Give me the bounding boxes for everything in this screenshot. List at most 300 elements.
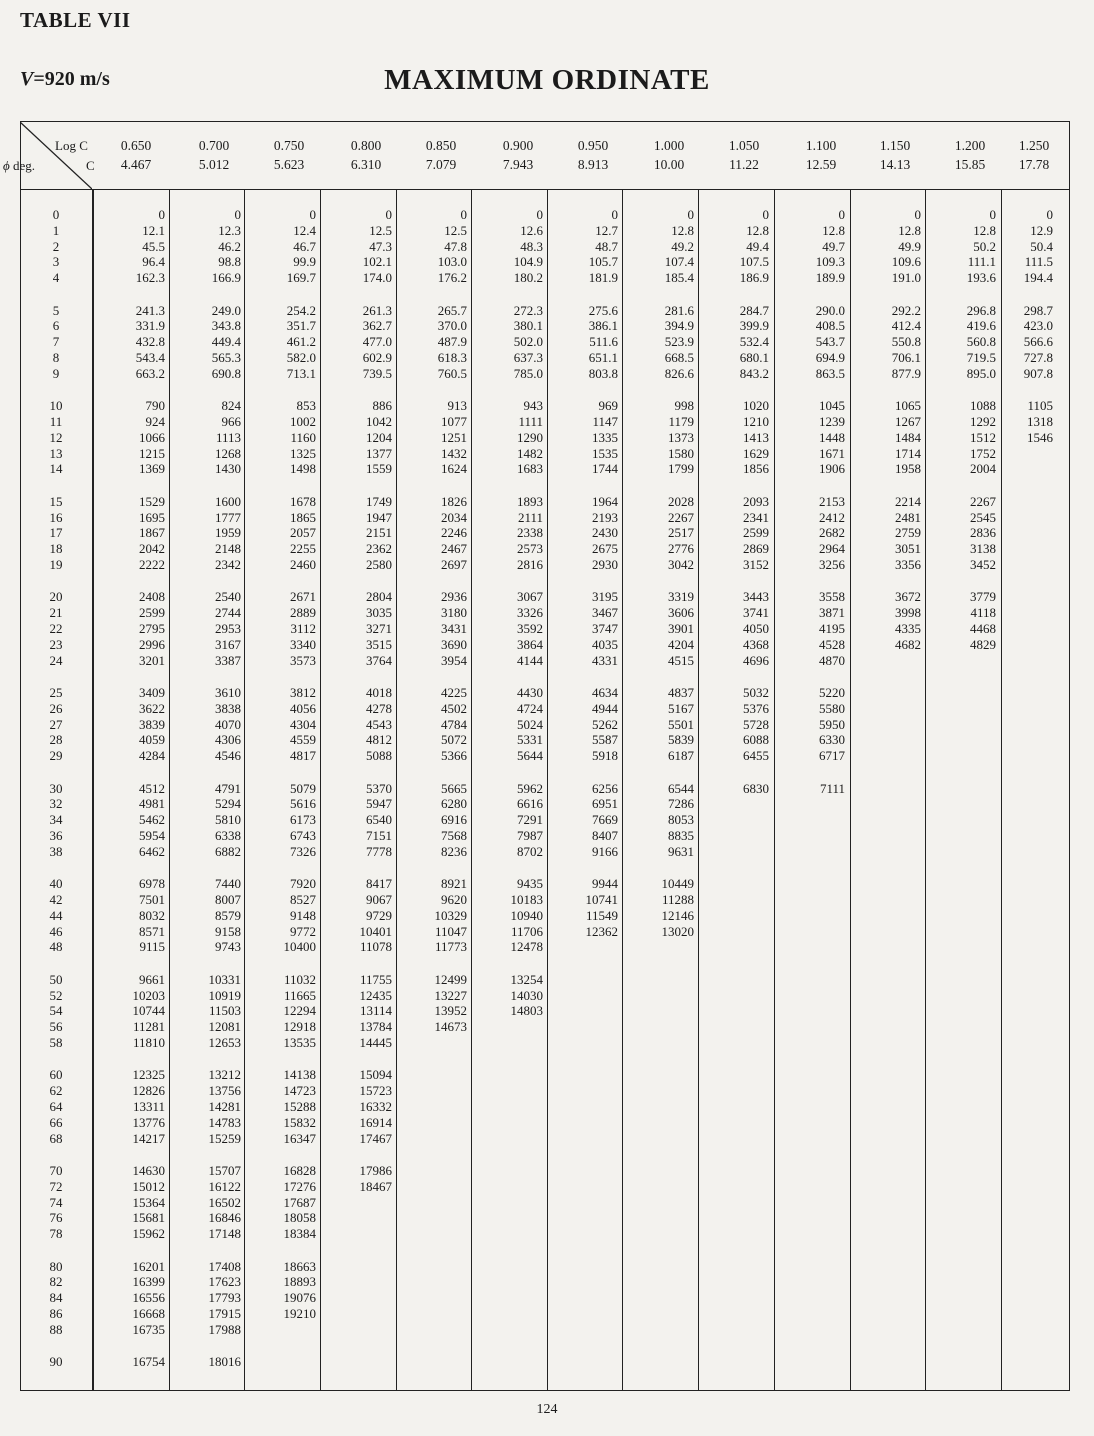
table-cell: 12.5 bbox=[369, 222, 392, 238]
table-cell: 3067 bbox=[517, 589, 543, 605]
ordinate-table bbox=[3, 121, 1070, 1391]
table-cell: 15094 bbox=[359, 1067, 392, 1083]
table-cell: 5331 bbox=[517, 732, 543, 748]
table-cell: 1695 bbox=[139, 509, 165, 525]
table-cell: 760.5 bbox=[437, 365, 467, 381]
table-cell: 560.8 bbox=[966, 334, 996, 350]
table-cell: 3467 bbox=[592, 605, 618, 621]
table-cell: 1498 bbox=[290, 461, 316, 477]
phi-column-label bbox=[3, 158, 35, 174]
table-cell: 104.9 bbox=[513, 254, 543, 270]
table-cell: 7669 bbox=[592, 812, 618, 828]
table-cell: 46.7 bbox=[293, 238, 316, 254]
table-cell: 3606 bbox=[668, 605, 694, 621]
phi-cell: 46 bbox=[49, 923, 63, 939]
table-cell: 3387 bbox=[215, 652, 241, 668]
table-cell: 1867 bbox=[139, 525, 165, 541]
table-cell: 15707 bbox=[208, 1163, 241, 1178]
table-cell: 15681 bbox=[132, 1210, 165, 1226]
table-cell: 17986 bbox=[359, 1163, 392, 1178]
phi-cell: 23 bbox=[49, 636, 63, 652]
table-cell: 3035 bbox=[366, 605, 392, 621]
table-cell: 281.6 bbox=[664, 302, 694, 318]
table-cell: 12.8 bbox=[973, 222, 996, 238]
table-cell: 96.4 bbox=[142, 254, 165, 270]
table-cell: 284.7 bbox=[739, 302, 769, 318]
table-cell: 6462 bbox=[139, 843, 165, 859]
table-cell: 12478 bbox=[510, 939, 543, 955]
table-cell: 5072 bbox=[441, 732, 467, 748]
table-cell: 10329 bbox=[434, 907, 467, 923]
table-cell: 550.8 bbox=[891, 334, 921, 350]
phi-cell: 52 bbox=[49, 987, 63, 1003]
table-cell: 668.5 bbox=[664, 350, 694, 365]
table-cell: 5728 bbox=[743, 716, 769, 732]
table-cell: 2540 bbox=[215, 589, 241, 605]
table-cell: 6830 bbox=[743, 780, 769, 796]
table-cell: 16668 bbox=[132, 1306, 165, 1321]
table-cell: 532.4 bbox=[739, 334, 769, 350]
table-cell: 2964 bbox=[819, 541, 845, 557]
table-cell: 924 bbox=[145, 414, 165, 429]
table-cell: 1105 bbox=[1027, 398, 1053, 414]
table-cell: 3690 bbox=[441, 636, 467, 652]
table-cell: 2795 bbox=[139, 621, 165, 636]
table-cell: 12294 bbox=[283, 1003, 316, 1019]
table-cell: 12.4 bbox=[293, 222, 316, 238]
table-cell: 3764 bbox=[366, 652, 392, 668]
table-cell: 7987 bbox=[517, 828, 543, 843]
table-cell: 105.7 bbox=[588, 254, 618, 270]
header-c-value: 5.012 bbox=[198, 157, 230, 172]
table-cell: 13776 bbox=[132, 1114, 165, 1130]
header-logc-value: 0.700 bbox=[198, 138, 230, 153]
header-rule bbox=[21, 189, 1069, 190]
table-cell: 6743 bbox=[290, 828, 316, 843]
table-cell: 2481 bbox=[895, 509, 921, 525]
phi-cell: 9 bbox=[52, 365, 60, 381]
phi-cell: 26 bbox=[49, 700, 63, 716]
table-cell: 6256 bbox=[592, 780, 618, 796]
header-c-value: 17.78 bbox=[1018, 157, 1050, 172]
table-cell: 13254 bbox=[510, 971, 543, 987]
table-cell: 18663 bbox=[283, 1258, 316, 1274]
table-cell: 2517 bbox=[668, 525, 694, 541]
table-cell: 719.5 bbox=[966, 350, 996, 365]
table-cell: 6280 bbox=[441, 796, 467, 812]
table-cell: 2028 bbox=[668, 493, 694, 509]
table-cell: 186.9 bbox=[739, 270, 769, 286]
table-cell: 2193 bbox=[592, 509, 618, 525]
table-cell: 5262 bbox=[592, 716, 618, 732]
table-cell: 0 bbox=[914, 207, 921, 222]
table-cell: 1204 bbox=[366, 429, 392, 445]
table-cell: 13756 bbox=[208, 1083, 241, 1099]
table-cell: 2573 bbox=[517, 541, 543, 557]
table-cell: 1906 bbox=[819, 461, 845, 477]
table-cell: 3871 bbox=[819, 605, 845, 621]
table-cell: 3201 bbox=[139, 652, 165, 668]
phi-cell: 72 bbox=[49, 1178, 63, 1194]
table-cell: 0 bbox=[762, 207, 769, 222]
table-cell: 14217 bbox=[132, 1130, 165, 1146]
table-cell: 12.8 bbox=[671, 222, 694, 238]
table-cell: 2042 bbox=[139, 541, 165, 557]
table-cell: 3256 bbox=[819, 557, 845, 572]
table-cell: 16201 bbox=[132, 1258, 165, 1274]
table-cell: 6616 bbox=[517, 796, 543, 812]
table-cell: 5462 bbox=[139, 812, 165, 828]
table-cell: 487.9 bbox=[437, 334, 467, 350]
table-cell: 432.8 bbox=[135, 334, 165, 350]
phi-cell: 50 bbox=[49, 971, 63, 987]
table-cell: 4056 bbox=[290, 700, 316, 716]
table-cell: 16846 bbox=[208, 1210, 241, 1226]
table-cell: 10331 bbox=[208, 971, 241, 987]
table-cell: 12.9 bbox=[1030, 222, 1053, 238]
table-cell: 998 bbox=[674, 398, 694, 414]
table-cell: 16914 bbox=[359, 1114, 392, 1130]
table-cell: 2545 bbox=[970, 509, 996, 525]
table-cell: 2460 bbox=[290, 557, 316, 572]
table-cell: 5370 bbox=[366, 780, 392, 796]
table-cell: 8053 bbox=[668, 812, 694, 828]
table-cell: 15723 bbox=[359, 1083, 392, 1099]
table-cell: 1964 bbox=[592, 493, 618, 509]
table-cell: 1111 bbox=[518, 414, 543, 429]
table-cell: 3138 bbox=[970, 541, 996, 557]
table-cell: 10203 bbox=[132, 987, 165, 1003]
table-cell: 1373 bbox=[668, 429, 694, 445]
table-cell: 680.1 bbox=[739, 350, 769, 365]
table-cell: 706.1 bbox=[891, 350, 921, 365]
table-cell: 3356 bbox=[895, 557, 921, 572]
table-cell: 4278 bbox=[366, 700, 392, 716]
table-cell: 2697 bbox=[441, 557, 467, 572]
phi-cell: 48 bbox=[49, 939, 63, 955]
table-cell: 16556 bbox=[132, 1290, 165, 1306]
table-cell: 11706 bbox=[510, 923, 543, 939]
table-cell: 7920 bbox=[290, 876, 316, 892]
table-cell: 1002 bbox=[290, 414, 316, 429]
header-logc-value: 1.100 bbox=[805, 138, 837, 153]
table-cell: 15259 bbox=[208, 1130, 241, 1146]
phi-cell: 80 bbox=[49, 1258, 63, 1274]
table-cell: 3051 bbox=[895, 541, 921, 557]
table-cell: 0 bbox=[687, 207, 694, 222]
table-cell: 5079 bbox=[290, 780, 316, 796]
table-cell: 2930 bbox=[592, 557, 618, 572]
table-cell: 12.6 bbox=[520, 222, 543, 238]
table-cell: 4304 bbox=[290, 716, 316, 732]
table-cell: 543.4 bbox=[135, 350, 165, 365]
table-cell: 18467 bbox=[359, 1178, 392, 1194]
table-cell: 8236 bbox=[441, 843, 467, 859]
phi-cell: 66 bbox=[49, 1114, 63, 1130]
table-cell: 4050 bbox=[743, 621, 769, 636]
table-cell: 17915 bbox=[208, 1306, 241, 1321]
table-cell: 12826 bbox=[132, 1083, 165, 1099]
table-cell: 3180 bbox=[441, 605, 467, 621]
table-cell: 5501 bbox=[668, 716, 694, 732]
table-cell: 11078 bbox=[359, 939, 392, 955]
table-cell: 8579 bbox=[215, 907, 241, 923]
table-cell: 49.4 bbox=[746, 238, 769, 254]
table-cell: 4696 bbox=[743, 652, 769, 668]
phi-cell: 4 bbox=[52, 270, 60, 286]
table-cell: 16502 bbox=[208, 1194, 241, 1210]
corner-diagonal bbox=[20, 122, 92, 189]
table-cell: 2675 bbox=[592, 541, 618, 557]
table-cell: 14138 bbox=[283, 1067, 316, 1083]
table-cell: 5587 bbox=[592, 732, 618, 748]
table-cell: 1535 bbox=[592, 445, 618, 461]
table-cell: 4682 bbox=[895, 636, 921, 652]
column-rule bbox=[622, 189, 623, 1390]
table-cell: 2148 bbox=[215, 541, 241, 557]
table-cell: 12.8 bbox=[746, 222, 769, 238]
table-cell: 2412 bbox=[819, 509, 845, 525]
table-cell: 2816 bbox=[517, 557, 543, 572]
header-c-value: 15.85 bbox=[954, 157, 986, 172]
table-cell: 1624 bbox=[441, 461, 467, 477]
table-cell: 2430 bbox=[592, 525, 618, 541]
header-c-value: 4.467 bbox=[120, 157, 152, 172]
phi-cell: 22 bbox=[49, 621, 63, 636]
header-logc-value: 1.200 bbox=[954, 138, 986, 153]
phi-cell: 56 bbox=[49, 1019, 63, 1035]
table-cell: 14030 bbox=[510, 987, 543, 1003]
table-cell: 913 bbox=[447, 398, 467, 414]
table-cell: 254.2 bbox=[286, 302, 316, 318]
column-rule bbox=[320, 189, 321, 1390]
table-cell: 331.9 bbox=[135, 318, 165, 334]
table-cell: 8407 bbox=[592, 828, 618, 843]
table-cell: 47.8 bbox=[444, 238, 467, 254]
phi-cell: 34 bbox=[49, 812, 63, 828]
table-cell: 351.7 bbox=[286, 318, 316, 334]
table-cell: 48.7 bbox=[595, 238, 618, 254]
phi-cell: 44 bbox=[49, 907, 63, 923]
table-cell: 2408 bbox=[139, 589, 165, 605]
table-cell: 14281 bbox=[208, 1099, 241, 1114]
table-cell: 3271 bbox=[366, 621, 392, 636]
header-c-value: 11.22 bbox=[729, 157, 759, 172]
table-cell: 249.0 bbox=[211, 302, 241, 318]
table-cell: 0 bbox=[1046, 207, 1053, 222]
table-cell: 863.5 bbox=[815, 365, 845, 381]
table-cell: 17408 bbox=[208, 1258, 241, 1274]
table-cell: 380.1 bbox=[513, 318, 543, 334]
table-cell: 10741 bbox=[585, 892, 618, 907]
table-cell: 8571 bbox=[139, 923, 165, 939]
column-rule bbox=[169, 189, 170, 1390]
table-cell: 394.9 bbox=[664, 318, 694, 334]
table-cell: 7501 bbox=[139, 892, 165, 907]
table-cell: 1147 bbox=[592, 414, 618, 429]
table-cell: 1559 bbox=[366, 461, 392, 477]
phi-cell: 64 bbox=[49, 1099, 63, 1114]
table-cell: 602.9 bbox=[362, 350, 392, 365]
phi-cell: 3 bbox=[52, 254, 60, 270]
table-cell: 2222 bbox=[139, 557, 165, 572]
table-cell: 663.2 bbox=[135, 365, 165, 381]
table-cell: 1683 bbox=[517, 461, 543, 477]
table-cell: 1947 bbox=[366, 509, 392, 525]
table-cell: 6978 bbox=[139, 876, 165, 892]
table-cell: 4018 bbox=[366, 685, 392, 700]
table-cell: 109.6 bbox=[891, 254, 921, 270]
table-cell: 13114 bbox=[359, 1003, 392, 1019]
table-cell: 296.8 bbox=[966, 302, 996, 318]
header-logc-value: 0.800 bbox=[350, 138, 382, 153]
table-cell: 47.3 bbox=[369, 238, 392, 254]
table-cell: 16828 bbox=[283, 1163, 316, 1178]
table-cell: 713.1 bbox=[286, 365, 316, 381]
table-cell: 1865 bbox=[290, 509, 316, 525]
phi-cell: 21 bbox=[49, 605, 63, 621]
header-c-value: 7.943 bbox=[502, 157, 534, 172]
table-cell: 3195 bbox=[592, 589, 618, 605]
table-cell: 2153 bbox=[819, 493, 845, 509]
table-cell: 1600 bbox=[215, 493, 241, 509]
table-cell: 6882 bbox=[215, 843, 241, 859]
table-cell: 13020 bbox=[661, 923, 694, 939]
phi-cell: 58 bbox=[49, 1035, 63, 1050]
table-cell: 7440 bbox=[215, 876, 241, 892]
table-cell: 1369 bbox=[139, 461, 165, 477]
table-cell: 4331 bbox=[592, 652, 618, 668]
table-cell: 4512 bbox=[139, 780, 165, 796]
table-cell: 16332 bbox=[359, 1099, 392, 1114]
table-cell: 9115 bbox=[139, 939, 165, 955]
table-cell: 943 bbox=[523, 398, 543, 414]
table-cell: 4829 bbox=[970, 636, 996, 652]
table-cell: 7326 bbox=[290, 843, 316, 859]
table-cell: 50.2 bbox=[973, 238, 996, 254]
phi-cell: 76 bbox=[49, 1210, 63, 1226]
table-cell: 5376 bbox=[743, 700, 769, 716]
table-cell: 7151 bbox=[366, 828, 392, 843]
table-cell: 4812 bbox=[366, 732, 392, 748]
table-cell: 5024 bbox=[517, 716, 543, 732]
table-cell: 694.9 bbox=[815, 350, 845, 365]
table-cell: 6330 bbox=[819, 732, 845, 748]
table-cell: 5294 bbox=[215, 796, 241, 812]
table-cell: 189.9 bbox=[815, 270, 845, 286]
table-cell: 9067 bbox=[366, 892, 392, 907]
table-cell: 1744 bbox=[592, 461, 618, 477]
table-cell: 3558 bbox=[819, 589, 845, 605]
table-cell: 15364 bbox=[132, 1194, 165, 1210]
table-cell: 11047 bbox=[434, 923, 467, 939]
table-cell: 4144 bbox=[517, 652, 543, 668]
table-cell: 3592 bbox=[517, 621, 543, 636]
table-cell: 13212 bbox=[208, 1067, 241, 1083]
table-cell: 477.0 bbox=[362, 334, 392, 350]
table-cell: 2599 bbox=[743, 525, 769, 541]
phi-cell: 32 bbox=[49, 796, 63, 812]
table-cell: 98.8 bbox=[218, 254, 241, 270]
header-c-value: 10.00 bbox=[653, 157, 685, 172]
table-cell: 111.1 bbox=[967, 254, 996, 270]
table-cell: 370.0 bbox=[437, 318, 467, 334]
table-cell: 5220 bbox=[819, 685, 845, 700]
table-cell: 3672 bbox=[895, 589, 921, 605]
table-cell: 5167 bbox=[668, 700, 694, 716]
table-cell: 637.3 bbox=[513, 350, 543, 365]
phi-cell: 62 bbox=[49, 1083, 63, 1099]
table-cell: 1580 bbox=[668, 445, 694, 461]
table-cell: 5032 bbox=[743, 685, 769, 700]
table-cell: 824 bbox=[221, 398, 241, 414]
table-cell: 2267 bbox=[668, 509, 694, 525]
table-cell: 49.9 bbox=[898, 238, 921, 254]
table-cell: 1377 bbox=[366, 445, 392, 461]
table-cell: 1958 bbox=[895, 461, 921, 477]
table-cell: 1529 bbox=[139, 493, 165, 509]
phi-cell: 20 bbox=[49, 589, 63, 605]
table-cell: 17793 bbox=[208, 1290, 241, 1306]
table-cell: 11755 bbox=[359, 971, 392, 987]
table-cell: 3838 bbox=[215, 700, 241, 716]
table-cell: 10449 bbox=[661, 876, 694, 892]
table-cell: 2996 bbox=[139, 636, 165, 652]
table-cell: 2267 bbox=[970, 493, 996, 509]
table-cell: 1267 bbox=[895, 414, 921, 429]
header-c-value: 5.623 bbox=[273, 157, 305, 172]
table-cell: 1292 bbox=[970, 414, 996, 429]
table-cell: 2034 bbox=[441, 509, 467, 525]
table-cell: 4837 bbox=[668, 685, 694, 700]
table-cell: 191.0 bbox=[891, 270, 921, 286]
table-cell: 9148 bbox=[290, 907, 316, 923]
table-cell: 8527 bbox=[290, 892, 316, 907]
table-cell: 1335 bbox=[592, 429, 618, 445]
table-cell: 690.8 bbox=[211, 365, 241, 381]
table-cell: 1113 bbox=[215, 429, 241, 445]
column-rule bbox=[92, 189, 94, 1390]
table-cell: 4870 bbox=[819, 652, 845, 668]
table-cell: 4468 bbox=[970, 621, 996, 636]
table-cell: 109.3 bbox=[815, 254, 845, 270]
table-cell: 1179 bbox=[668, 414, 694, 429]
table-cell: 5918 bbox=[592, 748, 618, 764]
table-cell: 4543 bbox=[366, 716, 392, 732]
table-cell: 102.1 bbox=[362, 254, 392, 270]
table-cell: 5962 bbox=[517, 780, 543, 796]
table-cell: 10401 bbox=[359, 923, 392, 939]
table-cell: 45.5 bbox=[142, 238, 165, 254]
table-cell: 16347 bbox=[283, 1130, 316, 1146]
table-cell: 8007 bbox=[215, 892, 241, 907]
table-cell: 1546 bbox=[1027, 429, 1053, 445]
table-cell: 3864 bbox=[517, 636, 543, 652]
table-cell: 3610 bbox=[215, 685, 241, 700]
table-cell: 6544 bbox=[668, 780, 694, 796]
page-title: MAXIMUM ORDINATE bbox=[384, 64, 710, 96]
table-cell: 9729 bbox=[366, 907, 392, 923]
table-cell: 166.9 bbox=[211, 270, 241, 286]
table-cell: 4195 bbox=[819, 621, 845, 636]
table-cell: 3901 bbox=[668, 621, 694, 636]
table-cell: 9620 bbox=[441, 892, 467, 907]
table-cell: 174.0 bbox=[362, 270, 392, 286]
table-cell: 103.0 bbox=[437, 254, 467, 270]
table-cell: 11773 bbox=[434, 939, 467, 955]
table-cell: 3747 bbox=[592, 621, 618, 636]
table-cell: 9158 bbox=[215, 923, 241, 939]
